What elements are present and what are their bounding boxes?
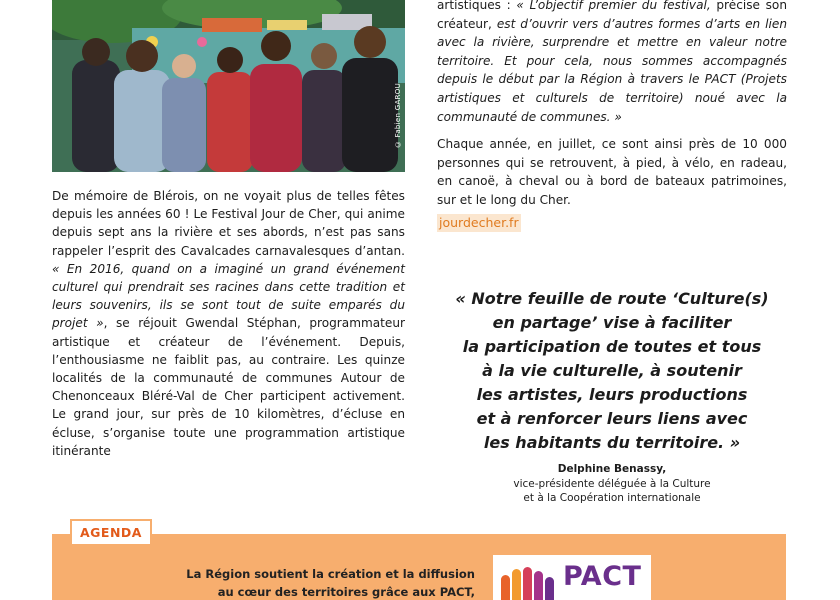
pull-quote-line: à la vie culturelle, à soutenir xyxy=(482,361,742,380)
left-quote: « En 2016, quand on a imaginé un grand événement culturel qui prendrait ses racines dans cette tradition et leurs souvenirs, ils se sont tout de suite emparés du projet » xyxy=(52,261,405,331)
right-quote-2: est d’ouvrir vers d’autres formes d’arts en lien avec la rivière, surprendre et mettre en valeur notre territoire. Et pour cela, nous sommes accompagnés depuis le début par la Région à travers le PACT (Projets artistiques et culturels de territoire) noué avec la communauté de communes. » xyxy=(437,16,787,124)
quote-author-role: et à la Coopération internationale xyxy=(523,492,701,504)
website-link[interactable]: jourdecher.fr xyxy=(437,214,521,233)
right-paragraph-2: Chaque année, en juillet, ce sont ainsi près de 10 000 personnes qui se retrouvent, à pied, à vélo, en radeau, en canoë, à cheval ou à bord de bateaux patrimoines, sur et le long du Cher. xyxy=(437,137,787,207)
pact-logo-text: PACT xyxy=(563,561,642,592)
agenda-line: La Région soutient la création et la diffusion xyxy=(186,567,475,581)
right-quote-1: « L’objectif premier du festival, xyxy=(516,0,711,12)
pull-quote-line: en partage’ vise à faciliter xyxy=(492,313,732,332)
article-left-column xyxy=(52,187,405,460)
festival-crowd-image xyxy=(52,0,405,172)
quote-author-name: Delphine Benassy, xyxy=(557,463,667,475)
pull-quote-line: « Notre feuille de route ‘Culture(s) xyxy=(455,289,769,308)
right-text-a: artistiques : xyxy=(437,0,517,12)
right-text-b: précise son créateur, xyxy=(437,0,787,31)
pull-quote-line: les artistes, leurs productions xyxy=(476,385,748,404)
agenda-tag: AGENDA xyxy=(70,519,152,546)
quote-attribution xyxy=(437,462,787,506)
agenda-line: au cœur des territoires grâce aux PACT, xyxy=(217,585,475,599)
hands-icon xyxy=(499,567,559,600)
left-paragraph xyxy=(52,187,405,460)
left-text-a: De mémoire de Blérois, on ne voyait plus de telles fêtes depuis les années 60 ! Le Festival Jour de Cher, qui anime depuis sept ans la rivière et ses abords, n’est pas sans rappeler l’esprit des Cavalcades carnavalesques d’antan. xyxy=(52,189,405,258)
pull-quote-line: les habitants du territoire. » xyxy=(483,433,741,452)
pact-logo xyxy=(493,555,651,600)
left-text-b: , se réjouit Gwendal Stéphan, programmateur artistique et créateur de l’événement. Depuis, l’enthousiasme ne faiblit pas, au contraire. Les quinze localités de la communauté de communes Autour de Chenonceaux Bléré-Val de Cher participent activement. Le grand jour, sur près de 10 kilomètres, d’écluse en écluse, s’organise toute une programmation artistique itinérante xyxy=(52,316,405,458)
photo-credit: © Fabien GAROU xyxy=(394,82,402,148)
agenda-text xyxy=(150,565,475,600)
right-paragraph-1 xyxy=(437,0,787,126)
article-right-column xyxy=(437,0,787,232)
pull-quote xyxy=(437,287,787,455)
pull-quote-line: et à renforcer leurs liens avec xyxy=(476,409,748,428)
quote-author-role: vice-présidente déléguée à la Culture xyxy=(513,477,711,490)
festival-photo xyxy=(52,0,405,172)
pull-quote-line: la participation de toutes et tous xyxy=(462,337,762,356)
